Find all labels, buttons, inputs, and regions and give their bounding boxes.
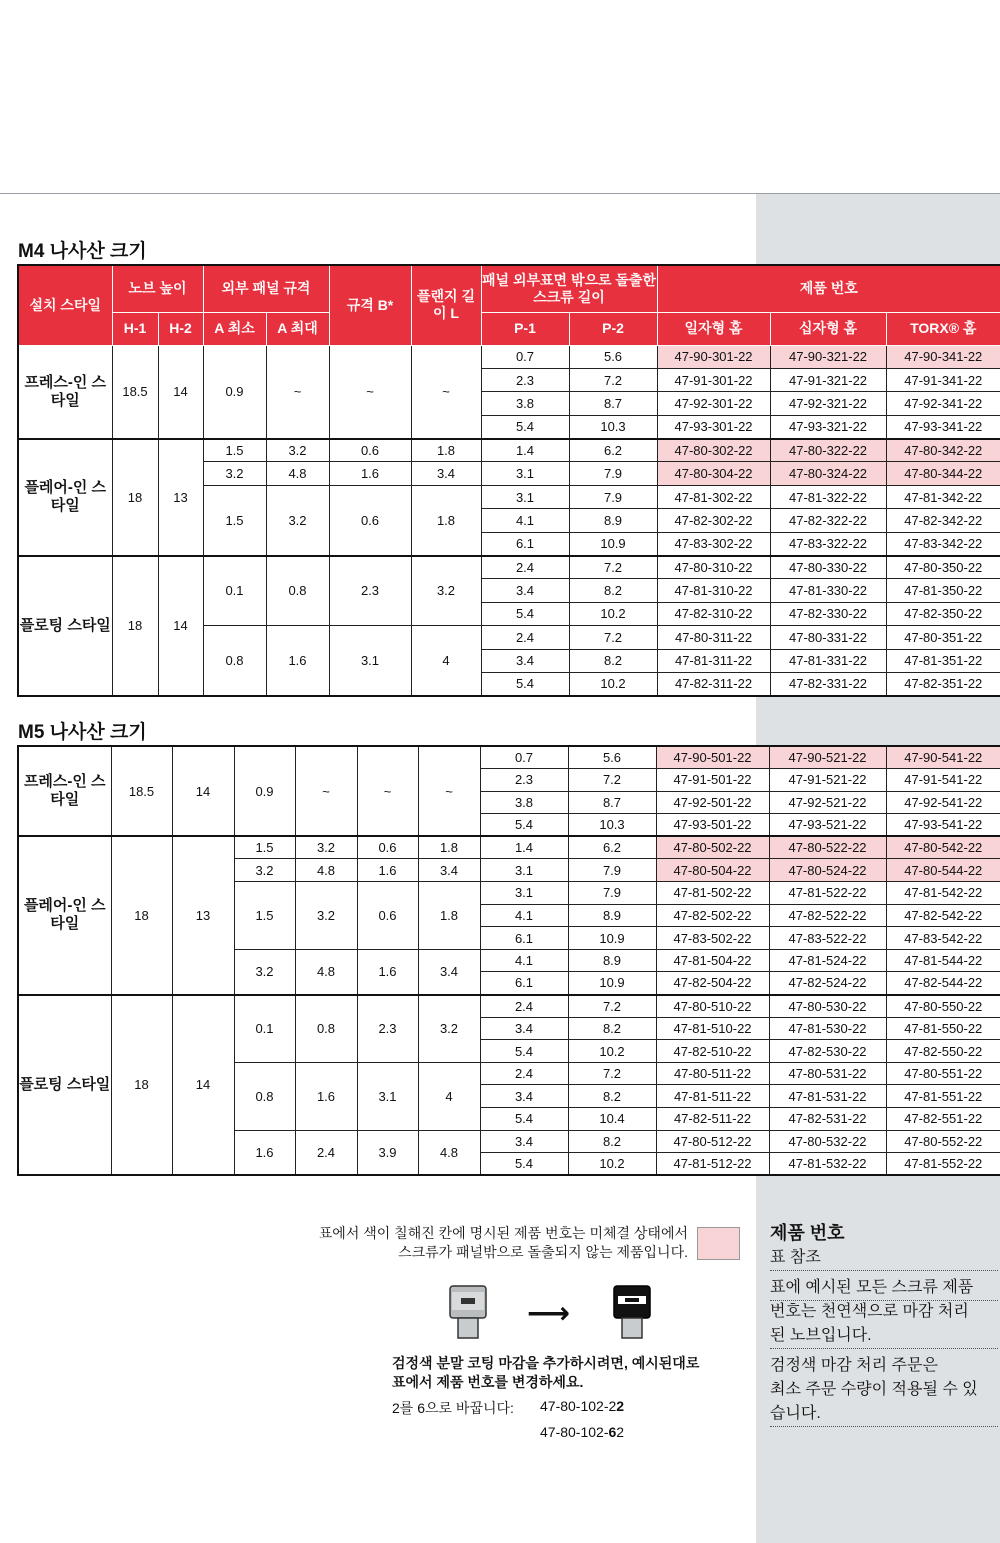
cell-slot-part: 47-81-510-22	[656, 1017, 769, 1040]
m4-table	[17, 264, 1000, 697]
cell-p1: 3.1	[481, 462, 569, 485]
cell-a-max: 3.2	[295, 836, 357, 859]
header-a-max: A 최대	[266, 312, 329, 345]
cell-gauge-b: 0.6	[329, 485, 411, 555]
cell-a-min: 1.6	[234, 1130, 295, 1175]
header-cross: 십자형 홈	[770, 312, 886, 345]
cell-slot-part: 47-80-511-22	[656, 1062, 769, 1085]
cell-cross-part: 47-83-322-22	[770, 532, 886, 555]
cell-cross-part: 47-80-530-22	[769, 995, 886, 1018]
cell-p2: 8.2	[568, 1085, 656, 1108]
cell-torx-part: 47-82-351-22	[886, 672, 1000, 695]
cell-gauge-b: 2.3	[329, 556, 411, 626]
cell-gauge-b: 3.1	[357, 1062, 418, 1130]
cell-slot-part: 47-83-302-22	[657, 532, 770, 555]
cell-install-style: 플로팅 스타일	[18, 556, 112, 696]
cell-p2: 7.2	[569, 556, 657, 579]
cell-cross-part: 47-92-521-22	[769, 791, 886, 814]
side-note-6: 습니다.	[770, 1402, 998, 1427]
cell-a-max: 3.2	[266, 439, 329, 462]
header-part-number: 제품 번호	[657, 265, 1000, 312]
cell-cross-part: 47-92-321-22	[770, 392, 886, 415]
table-row	[18, 556, 1000, 579]
cell-p2: 7.2	[568, 1062, 656, 1085]
cell-cross-part: 47-93-321-22	[770, 415, 886, 438]
cell-torx-part: 47-81-552-22	[886, 1153, 1000, 1176]
cell-p1: 3.1	[480, 882, 568, 905]
cell-slot-part: 47-82-502-22	[656, 904, 769, 927]
cell-p2: 6.2	[569, 439, 657, 462]
cell-slot-part: 47-80-504-22	[656, 859, 769, 882]
cell-p2: 8.9	[568, 949, 656, 972]
cell-gauge-b: 0.6	[329, 439, 411, 462]
cell-p1: 2.4	[481, 626, 569, 649]
cell-p1: 2.4	[480, 995, 568, 1018]
cell-torx-part: 47-80-350-22	[886, 556, 1000, 579]
cell-slot-part: 47-82-511-22	[656, 1108, 769, 1131]
cell-gauge-b: 3.9	[357, 1130, 418, 1175]
cell-slot-part: 47-80-302-22	[657, 439, 770, 462]
cell-slot-part: 47-80-311-22	[657, 626, 770, 649]
arrow-icon: ⟶	[527, 1297, 571, 1330]
cell-torx-part: 47-80-544-22	[886, 859, 1000, 882]
coating-line-2: 표에서 제품 번호를 변경하세요.	[392, 1374, 584, 1390]
cell-cross-part: 47-81-530-22	[769, 1017, 886, 1040]
cell-gauge-b: 3.1	[329, 626, 411, 696]
cell-p2: 5.6	[569, 345, 657, 368]
cell-p2: 7.2	[569, 626, 657, 649]
cell-gauge-b: ~	[329, 345, 411, 439]
cell-cross-part: 47-81-322-22	[770, 485, 886, 508]
cell-p1: 3.4	[481, 649, 569, 672]
cell-torx-part: 47-90-341-22	[886, 345, 1000, 368]
cell-a-max: 3.2	[266, 485, 329, 555]
cell-cross-part: 47-93-521-22	[769, 814, 886, 837]
cell-cross-part: 47-80-324-22	[770, 462, 886, 485]
cell-slot-part: 47-80-510-22	[656, 995, 769, 1018]
cell-slot-part: 47-81-302-22	[657, 485, 770, 508]
cell-slot-part: 47-90-301-22	[657, 345, 770, 368]
cell-torx-part: 47-82-544-22	[886, 972, 1000, 995]
cell-p2: 8.9	[569, 509, 657, 532]
cell-torx-part: 47-83-542-22	[886, 927, 1000, 950]
cell-p1: 3.4	[481, 579, 569, 602]
cell-slot-part: 47-81-310-22	[657, 579, 770, 602]
cell-gauge-b: 1.6	[329, 462, 411, 485]
cell-torx-part: 47-80-542-22	[886, 836, 1000, 859]
side-title: 제품 번호	[770, 1223, 845, 1243]
header-protrusion: 패널 외부표면 밖으로 돌출한 스크류 길이	[481, 265, 657, 312]
legend-line-1: 표에서 색이 칠해진 칸에 명시된 제품 번호는 미체결 상태에서	[318, 1225, 688, 1241]
header-slot: 일자형 홈	[657, 312, 770, 345]
cell-p1: 3.4	[480, 1017, 568, 1040]
cell-install-style: 플레어-인 스타일	[18, 836, 111, 994]
cell-p1: 4.1	[481, 509, 569, 532]
cell-torx-part: 47-92-541-22	[886, 791, 1000, 814]
cell-p1: 6.1	[481, 532, 569, 555]
cell-slot-part: 47-81-512-22	[656, 1153, 769, 1176]
header-flange-length: 플랜지 길이 L	[411, 265, 481, 345]
cell-flange: 3.2	[411, 556, 481, 626]
cell-a-min: 0.8	[234, 1062, 295, 1130]
cell-h1: 18	[111, 836, 172, 994]
cell-gauge-b: 2.3	[357, 995, 418, 1063]
cell-p2: 7.9	[569, 485, 657, 508]
cell-p1: 3.4	[480, 1130, 568, 1153]
cell-slot-part: 47-81-311-22	[657, 649, 770, 672]
cell-a-min: 0.1	[234, 995, 295, 1063]
cell-p2: 10.9	[568, 927, 656, 950]
cell-cross-part: 47-80-322-22	[770, 439, 886, 462]
cell-cross-part: 47-81-522-22	[769, 882, 886, 905]
cell-a-min: 0.1	[203, 556, 266, 626]
cell-torx-part: 47-81-542-22	[886, 882, 1000, 905]
cell-slot-part: 47-93-501-22	[656, 814, 769, 837]
m5-title: M5 나사산 크기	[18, 722, 147, 743]
cell-slot-part: 47-82-311-22	[657, 672, 770, 695]
cell-a-min: 0.9	[203, 345, 266, 439]
cell-p2: 8.2	[569, 579, 657, 602]
cell-cross-part: 47-90-321-22	[770, 345, 886, 368]
cell-cross-part: 47-80-522-22	[769, 836, 886, 859]
cell-gauge-b: 1.6	[357, 949, 418, 994]
cell-slot-part: 47-91-301-22	[657, 368, 770, 391]
cell-p1: 5.4	[480, 814, 568, 837]
cell-cross-part: 47-81-531-22	[769, 1085, 886, 1108]
cell-p1: 3.1	[481, 485, 569, 508]
cell-flange: 1.8	[418, 836, 480, 859]
cell-gauge-b: 1.6	[357, 859, 418, 882]
cell-p1: 5.4	[480, 1153, 568, 1176]
cell-a-max: ~	[295, 746, 357, 836]
cell-slot-part: 47-80-304-22	[657, 462, 770, 485]
cell-a-min: 1.5	[203, 485, 266, 555]
legend-swatch	[697, 1227, 740, 1260]
cell-a-min: 0.8	[203, 626, 266, 696]
cell-a-max: 4.8	[295, 949, 357, 994]
cell-cross-part: 47-82-322-22	[770, 509, 886, 532]
cell-torx-part: 47-81-350-22	[886, 579, 1000, 602]
cell-slot-part: 47-82-302-22	[657, 509, 770, 532]
cell-p2: 10.3	[569, 415, 657, 438]
header-p2: P-2	[569, 312, 657, 345]
cell-slot-part: 47-81-502-22	[656, 882, 769, 905]
cell-a-max: 2.4	[295, 1130, 357, 1175]
cell-h1: 18	[111, 995, 172, 1176]
cell-cross-part: 47-81-532-22	[769, 1153, 886, 1176]
cell-p2: 8.9	[568, 904, 656, 927]
cell-slot-part: 47-91-501-22	[656, 769, 769, 792]
header-a-min: A 최소	[203, 312, 266, 345]
cell-p2: 10.2	[568, 1040, 656, 1063]
top-rule	[0, 193, 1000, 194]
table-row	[18, 746, 1000, 769]
cell-p2: 7.2	[568, 995, 656, 1018]
cell-torx-part: 47-90-541-22	[886, 746, 1000, 769]
cell-h1: 18	[112, 439, 158, 556]
side-note-4: 검정색 마감 처리 주문은	[770, 1357, 938, 1374]
cell-flange: 4.8	[418, 1130, 480, 1175]
cell-p1: 2.3	[481, 368, 569, 391]
cell-torx-part: 47-81-550-22	[886, 1017, 1000, 1040]
legend-note	[260, 1224, 688, 1262]
table-row	[18, 836, 1000, 859]
cell-a-max: 3.2	[295, 882, 357, 950]
cell-slot-part: 47-92-301-22	[657, 392, 770, 415]
side-note-3: 된 노브입니다.	[770, 1324, 998, 1349]
header-install-style: 설치 스타일	[18, 265, 112, 345]
cell-slot-part: 47-81-511-22	[656, 1085, 769, 1108]
change-instruction: 2를 6으로 바꿉니다:	[392, 1400, 514, 1416]
header-torx: TORX® 홈	[886, 312, 1000, 345]
cell-a-min: 1.5	[234, 836, 295, 859]
cell-cross-part: 47-90-521-22	[769, 746, 886, 769]
cell-gauge-b: 0.6	[357, 882, 418, 950]
cell-p1: 3.1	[480, 859, 568, 882]
cell-p1: 5.4	[481, 602, 569, 625]
cell-cross-part: 47-81-330-22	[770, 579, 886, 602]
natural-knob-icon	[448, 1284, 488, 1340]
cell-h1: 18.5	[112, 345, 158, 439]
cell-flange: 3.4	[418, 949, 480, 994]
cell-p2: 8.2	[569, 649, 657, 672]
part-number-after: 47-80-102-62	[540, 1424, 625, 1440]
cell-flange: ~	[411, 345, 481, 439]
cell-torx-part: 47-91-541-22	[886, 769, 1000, 792]
cell-p1: 0.7	[480, 746, 568, 769]
cell-p2: 7.2	[568, 769, 656, 792]
cell-torx-part: 47-82-542-22	[886, 904, 1000, 927]
cell-torx-part: 47-91-341-22	[886, 368, 1000, 391]
cell-p2: 10.9	[568, 972, 656, 995]
cell-torx-part: 47-81-342-22	[886, 485, 1000, 508]
cell-p2: 8.7	[569, 392, 657, 415]
cell-flange: 4	[418, 1062, 480, 1130]
cell-torx-part: 47-92-341-22	[886, 392, 1000, 415]
side-note-1: 표에 예시된 모든 스크류 제품	[770, 1276, 998, 1301]
cell-cross-part: 47-91-521-22	[769, 769, 886, 792]
cell-torx-part: 47-82-550-22	[886, 1040, 1000, 1063]
cell-a-max: 4.8	[266, 462, 329, 485]
header-knob-height: 노브 높이	[112, 265, 203, 312]
cell-a-min: 3.2	[234, 859, 295, 882]
cell-cross-part: 47-82-530-22	[769, 1040, 886, 1063]
cell-h2: 14	[158, 345, 203, 439]
cell-p1: 1.4	[480, 836, 568, 859]
cell-p2: 10.2	[569, 602, 657, 625]
cell-a-min: 1.5	[234, 882, 295, 950]
cell-cross-part: 47-80-531-22	[769, 1062, 886, 1085]
cell-cross-part: 47-82-330-22	[770, 602, 886, 625]
cell-p1: 3.4	[480, 1085, 568, 1108]
cell-install-style: 프레스-인 스타일	[18, 746, 111, 836]
cell-slot-part: 47-82-310-22	[657, 602, 770, 625]
cell-install-style: 프레스-인 스타일	[18, 345, 112, 439]
cell-slot-part: 47-90-501-22	[656, 746, 769, 769]
cell-cross-part: 47-82-522-22	[769, 904, 886, 927]
cell-install-style: 플로팅 스타일	[18, 995, 111, 1176]
cell-p1: 2.4	[481, 556, 569, 579]
cell-p1: 6.1	[480, 972, 568, 995]
cell-torx-part: 47-80-550-22	[886, 995, 1000, 1018]
cell-p2: 8.2	[568, 1130, 656, 1153]
cell-cross-part: 47-81-331-22	[770, 649, 886, 672]
cell-torx-part: 47-80-551-22	[886, 1062, 1000, 1085]
cell-a-max: 1.6	[266, 626, 329, 696]
cell-torx-part: 47-81-351-22	[886, 649, 1000, 672]
cell-cross-part: 47-80-331-22	[770, 626, 886, 649]
cell-h2: 14	[172, 746, 234, 836]
cell-slot-part: 47-83-502-22	[656, 927, 769, 950]
cell-p2: 8.7	[568, 791, 656, 814]
cell-a-min: 1.5	[203, 439, 266, 462]
cell-h2: 13	[172, 836, 234, 994]
black-coated-knob-icon	[612, 1284, 652, 1340]
cell-p2: 5.6	[568, 746, 656, 769]
cell-p2: 7.2	[569, 368, 657, 391]
cell-cross-part: 47-82-531-22	[769, 1108, 886, 1131]
cell-h2: 13	[158, 439, 203, 556]
cell-p2: 7.9	[568, 882, 656, 905]
cell-torx-part: 47-81-544-22	[886, 949, 1000, 972]
cell-p1: 2.4	[480, 1062, 568, 1085]
cell-slot-part: 47-82-504-22	[656, 972, 769, 995]
cell-flange: 3.4	[411, 462, 481, 485]
cell-h1: 18.5	[111, 746, 172, 836]
cell-torx-part: 47-80-552-22	[886, 1130, 1000, 1153]
cell-cross-part: 47-91-321-22	[770, 368, 886, 391]
cell-h2: 14	[158, 556, 203, 696]
table-row	[18, 439, 1000, 462]
coating-line-1: 검정색 분말 코팅 마감을 추가하시려면, 예시된대로	[392, 1355, 700, 1371]
cell-cross-part: 47-80-532-22	[769, 1130, 886, 1153]
cell-cross-part: 47-82-331-22	[770, 672, 886, 695]
cell-torx-part: 47-82-342-22	[886, 509, 1000, 532]
table-row	[18, 345, 1000, 368]
cell-torx-part: 47-80-344-22	[886, 462, 1000, 485]
cell-flange: ~	[418, 746, 480, 836]
cell-slot-part: 47-80-512-22	[656, 1130, 769, 1153]
cell-p2: 10.2	[569, 672, 657, 695]
cell-p2: 8.2	[568, 1017, 656, 1040]
cell-cross-part: 47-80-524-22	[769, 859, 886, 882]
cell-cross-part: 47-83-522-22	[769, 927, 886, 950]
cell-a-max: 0.8	[295, 995, 357, 1063]
cell-a-min: 0.9	[234, 746, 295, 836]
part-number-before: 47-80-102-22	[540, 1398, 625, 1414]
cell-p1: 0.7	[481, 345, 569, 368]
cell-p1: 5.4	[480, 1108, 568, 1131]
cell-torx-part: 47-93-541-22	[886, 814, 1000, 837]
header-h2: H-2	[158, 312, 203, 345]
cell-torx-part: 47-83-342-22	[886, 532, 1000, 555]
cell-p1: 4.1	[480, 904, 568, 927]
cell-cross-part: 47-81-524-22	[769, 949, 886, 972]
cell-a-min: 3.2	[203, 462, 266, 485]
cell-slot-part: 47-93-301-22	[657, 415, 770, 438]
m5-table	[17, 745, 1000, 1176]
cell-slot-part: 47-81-504-22	[656, 949, 769, 972]
cell-p2: 10.4	[568, 1108, 656, 1131]
cell-p1: 3.8	[480, 791, 568, 814]
cell-torx-part: 47-80-342-22	[886, 439, 1000, 462]
cell-torx-part: 47-82-350-22	[886, 602, 1000, 625]
cell-p1: 5.4	[481, 672, 569, 695]
cell-a-min: 3.2	[234, 949, 295, 994]
cell-p2: 10.3	[568, 814, 656, 837]
cell-h1: 18	[112, 556, 158, 696]
legend-line-2: 스크류가 패널밖으로 돌출되지 않는 제품입니다.	[398, 1244, 688, 1260]
header-h1: H-1	[112, 312, 158, 345]
cell-install-style: 플레어-인 스타일	[18, 439, 112, 556]
table-row	[18, 995, 1000, 1018]
side-note-5: 최소 주문 수량이 적용될 수 있	[770, 1381, 978, 1398]
cell-p1: 6.1	[480, 927, 568, 950]
cell-a-max: 0.8	[266, 556, 329, 626]
header-p1: P-1	[481, 312, 569, 345]
cell-torx-part: 47-82-551-22	[886, 1108, 1000, 1131]
cell-a-max: 4.8	[295, 859, 357, 882]
cell-slot-part: 47-80-310-22	[657, 556, 770, 579]
cell-p1: 3.8	[481, 392, 569, 415]
cell-torx-part: 47-80-351-22	[886, 626, 1000, 649]
cell-slot-part: 47-82-510-22	[656, 1040, 769, 1063]
cell-p2: 10.2	[568, 1153, 656, 1176]
cell-p2: 6.2	[568, 836, 656, 859]
header-panel-spec: 외부 패널 규격	[203, 265, 329, 312]
cell-a-max: ~	[266, 345, 329, 439]
side-ref: 표 참조	[770, 1246, 998, 1271]
cell-flange: 1.8	[411, 485, 481, 555]
cell-p1: 4.1	[480, 949, 568, 972]
cell-gauge-b: 0.6	[357, 836, 418, 859]
cell-slot-part: 47-92-501-22	[656, 791, 769, 814]
cell-a-max: 1.6	[295, 1062, 357, 1130]
cell-p2: 7.9	[568, 859, 656, 882]
cell-p2: 7.9	[569, 462, 657, 485]
cell-flange: 4	[411, 626, 481, 696]
m4-title: M4 나사산 크기	[18, 241, 147, 262]
cell-p2: 10.9	[569, 532, 657, 555]
cell-torx-part: 47-81-551-22	[886, 1085, 1000, 1108]
cell-p1: 2.3	[480, 769, 568, 792]
cell-p1: 5.4	[480, 1040, 568, 1063]
cell-slot-part: 47-80-502-22	[656, 836, 769, 859]
cell-flange: 1.8	[411, 439, 481, 462]
coating-note	[392, 1354, 752, 1392]
header-gauge-b: 규격 B*	[329, 265, 411, 345]
cell-p1: 1.4	[481, 439, 569, 462]
cell-cross-part: 47-82-524-22	[769, 972, 886, 995]
cell-flange: 3.4	[418, 859, 480, 882]
cell-flange: 3.2	[418, 995, 480, 1063]
cell-p1: 5.4	[481, 415, 569, 438]
side-note-2: 번호는 천연색으로 마감 처리	[770, 1303, 969, 1320]
cell-flange: 1.8	[418, 882, 480, 950]
cell-gauge-b: ~	[357, 746, 418, 836]
cell-torx-part: 47-93-341-22	[886, 415, 1000, 438]
cell-cross-part: 47-80-330-22	[770, 556, 886, 579]
cell-h2: 14	[172, 995, 234, 1176]
